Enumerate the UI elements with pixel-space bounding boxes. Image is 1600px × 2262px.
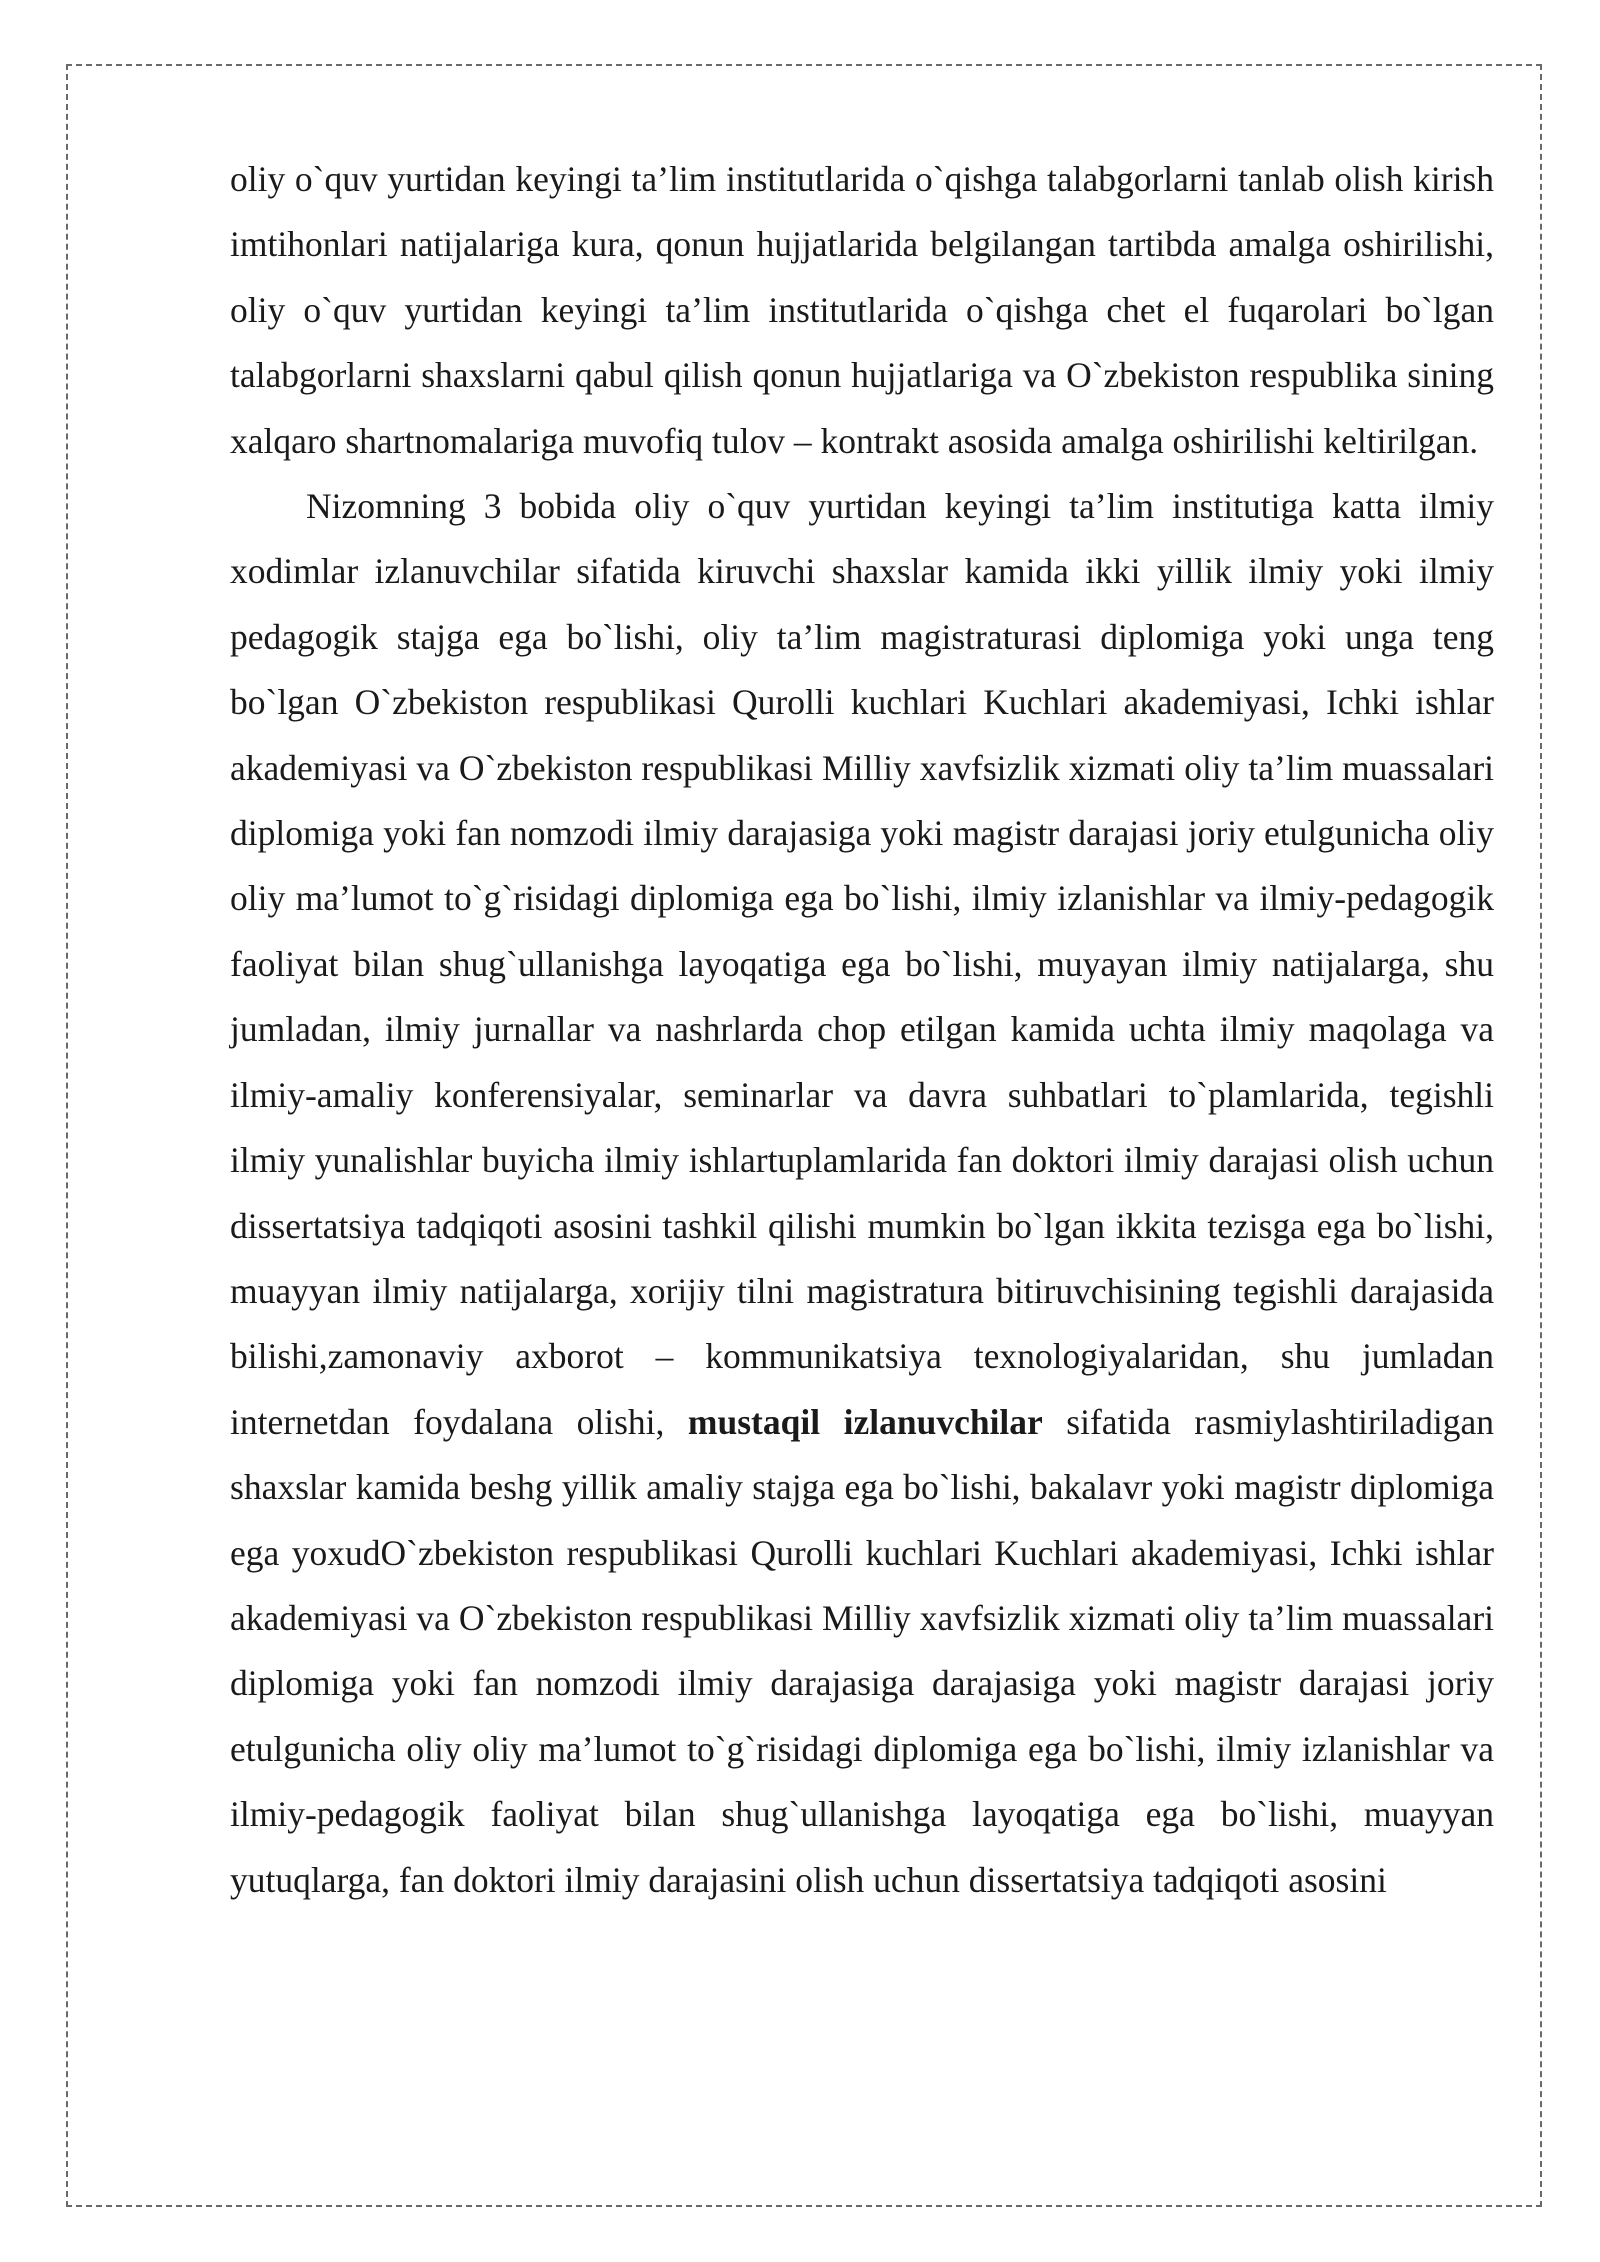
paragraph-2-text-start: Nizomning 3 bobida oliy o`quv yurtidan keyingi ta’lim institutiga katta ilmiy xodimlar izlanuvchilar sifatida kiruvchi shaxslar kamida ikki yillik ilmiy yoki ilmiy pedagogik stajga ega bo`lishi, oliy ta’lim magistraturasi diplomiga yoki unga teng bo`lgan O`zbekiston respublikasi Qurolli kuchlari Kuchlari akademiyasi, Ichki ishlar akademiyasi va O`zbekiston respublikasi Milliy xavfsizlik xizmati oliy ta’lim muassalari diplomiga yoki fan nomzodi ilmiy darajasiga yoki magistr darajasi joriy etulgunicha oliy oliy ma’lumot to`g`risidagi diplomiga ega bo`lishi, ilmiy izlanishlar va ilmiy-pedagogik faoliyat bilan shug`ullanishga layoqatiga ega bo`lishi, muyayan ilmiy natijalarga, shu jumladan, ilmiy jurnallar va nashrlarda chop etilgan kamida uchta ilmiy maqolaga va ilmiy-amaliy konferensiyalar, seminarlar va davra suhbatlari to`plamlarida, tegishli ilmiy yunalishlar buyicha ilmiy ishlartuplamlarida fan doktori ilmiy darajasi olish uchun dissertatsiya tadqiqoti asosini tashkil qilishi mumkin bo`lgan ikkita tezisga ega bo`lishi, muayyan ilmiy natijalarga, xorijiy tilni magistratura bitiruvchisining tegishli darajasida bilishi,zamonaviy axborot – kommunikatsiya texnologiyalaridan, shu jumladan internetdan foydalana olishi,	[230, 486, 1494, 1442]
bold-term: mustaqil izlanuvchilar	[687, 1401, 1043, 1442]
paragraph-2	[230, 474, 1494, 1913]
document-body	[230, 147, 1494, 1913]
paragraph-1: oliy o`quv yurtidan keyingi ta’lim institutlarida o`qishga talabgorlarni tanlab olish kirish imtihonlari natijalariga kura, qonun hujjatlarida belgilangan tartibda amalga oshirilishi, oliy o`quv yurtidan keyingi ta’lim institutlarida o`qishga chet el fuqarolari bo`lgan talabgorlarni shaxslarni qabul qilish qonun hujjatlariga va O`zbekiston respublika sining xalqaro shartnomalariga muvofiq tulov – kontrakt asosida amalga oshirilishi keltirilgan.	[230, 159, 1494, 461]
paragraph-2-text-end: sifatida rasmiylashtiriladigan shaxslar kamida beshg yillik amaliy stajga ega bo`lishi, bakalavr yoki magistr diplomiga ega yoxudO`zbekiston respublikasi Qurolli kuchlari Kuchlari akademiyasi, Ichki ishlar akademiyasi va O`zbekiston respublikasi Milliy xavfsizlik xizmati oliy ta’lim muassalari diplomiga yoki fan nomzodi ilmiy darajasiga darajasiga yoki magistr darajasi joriy etulgunicha oliy oliy ma’lumot to`g`risidagi diplomiga ega bo`lishi, ilmiy izlanishlar va ilmiy-pedagogik faoliyat bilan shug`ullanishga layoqatiga ega bo`lishi, muayyan yutuqlarga, fan doktori ilmiy darajasini olish uchun dissertatsiya tadqiqoti asosini	[230, 1401, 1494, 1900]
